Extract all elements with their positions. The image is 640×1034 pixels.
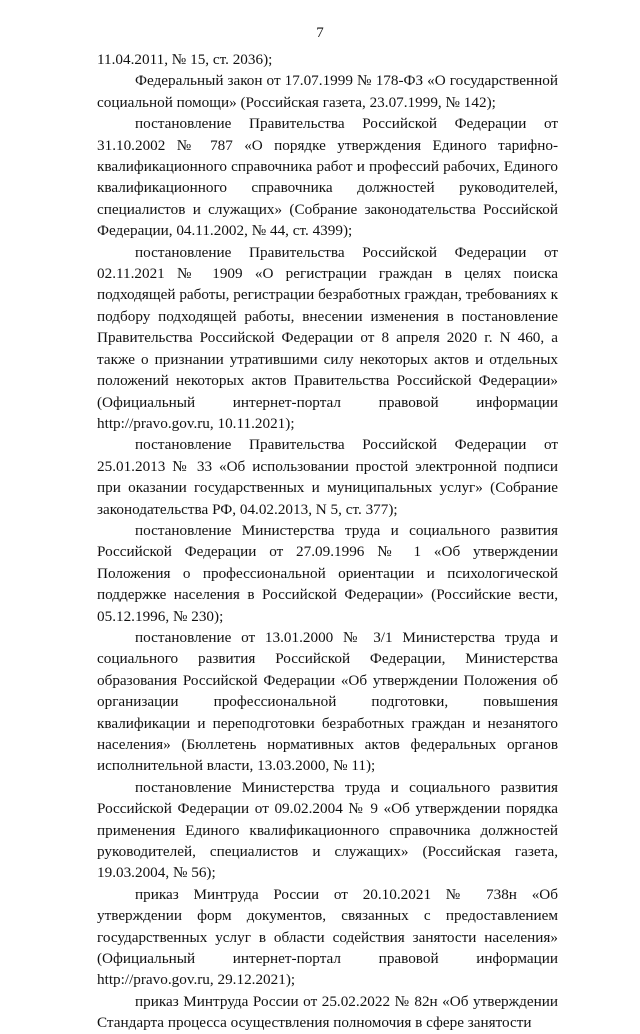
page-number: 7 xyxy=(316,25,324,41)
paragraph-continuation: 11.04.2011, № 15, ст. 2036); xyxy=(97,51,273,68)
paragraph-resolution-3-1: постановление от 13.01.2000 № 3/1 Министерства труда и социального развития Российской Федерации, Министерства образования Российской Федерации «Об утверждении Положения об организации профессиональной подготовки, повышения квалификации и переподготовки безработных граждан и незанятого населения» (Бюллетень нормативных актов федеральных органов исполнительной власти, 13.03.2000, № 11); xyxy=(97,628,558,775)
paragraph-resolution-33: постановление Правительства Российской Федерации от 25.01.2013 № 33 «Об использовании простой электронной подписи при оказании государственных и муниципальных услуг» (Собрание законодательства РФ, 04.02.2013, N 5, ст. 377); xyxy=(97,436,558,518)
paragraph-federal-law-178: Федеральный закон от 17.07.1999 № 178-ФЗ «О государственной социальной помощи» (Российская газета, 23.07.1999, № 142); xyxy=(97,72,558,111)
paragraph-ministry-resolution-9: постановление Министерства труда и социального развития Российской Федерации от 09.02.2004 № 9 «Об утверждении порядка применения Единого квалификационного справочника должностей руководителей, специалистов и служащих» (Российская газета, 19.03.2004, № 56); xyxy=(97,778,558,882)
document-body xyxy=(97,49,558,1034)
paragraph-order-738n: приказ Минтруда России от 20.10.2021 № 738н «Об утверждении форм документов, связанных с предоставлением государственных услуг в области содействия занятости населения» (Официальный интернет-портал правовой информации http://pravo.gov.ru, 29.12.2021); xyxy=(97,885,558,989)
paragraph-ministry-resolution-1: постановление Министерства труда и социального развития Российской Федерации от 27.09.1996 № 1 «Об утверждении Положения о профессиональной ориентации и психологической поддержке населения в Российской Федерации» (Российские вести, 05.12.1996, № 230); xyxy=(97,521,558,625)
paragraph-order-82n: приказ Минтруда России от 25.02.2022 № 82н «Об утверждении Стандарта процесса осуществления полномочия в сфере занятости xyxy=(97,992,558,1032)
paragraph-resolution-787: постановление Правительства Российской Федерации от 31.10.2002 № 787 «О порядке утверждения Единого тарифно-квалификационного справочника работ и профессий рабочих, Единого квалификационного справочника должностей руководителей, специалистов и служащих» (Собрание законодательства Российской Федерации, 04.11.2002, № 44, ст. 4399); xyxy=(97,115,558,240)
paragraph-resolution-1909: постановление Правительства Российской Федерации от 02.11.2021 № 1909 «О регистрации граждан в целях поиска подходящей работы, регистрации безработных граждан, требованиях к подбору подходящей работы, внесении изменения в постановление Правительства Российской Федерации от 8 апреля 2020 г. N 460, а также о признании утратившими силу некоторых актов и отдельных положений некоторых актов Правительства Российской Федерации» (Официальный интернет-портал правовой информации http://pravo.gov.ru, 10.11.2021); xyxy=(97,243,558,432)
